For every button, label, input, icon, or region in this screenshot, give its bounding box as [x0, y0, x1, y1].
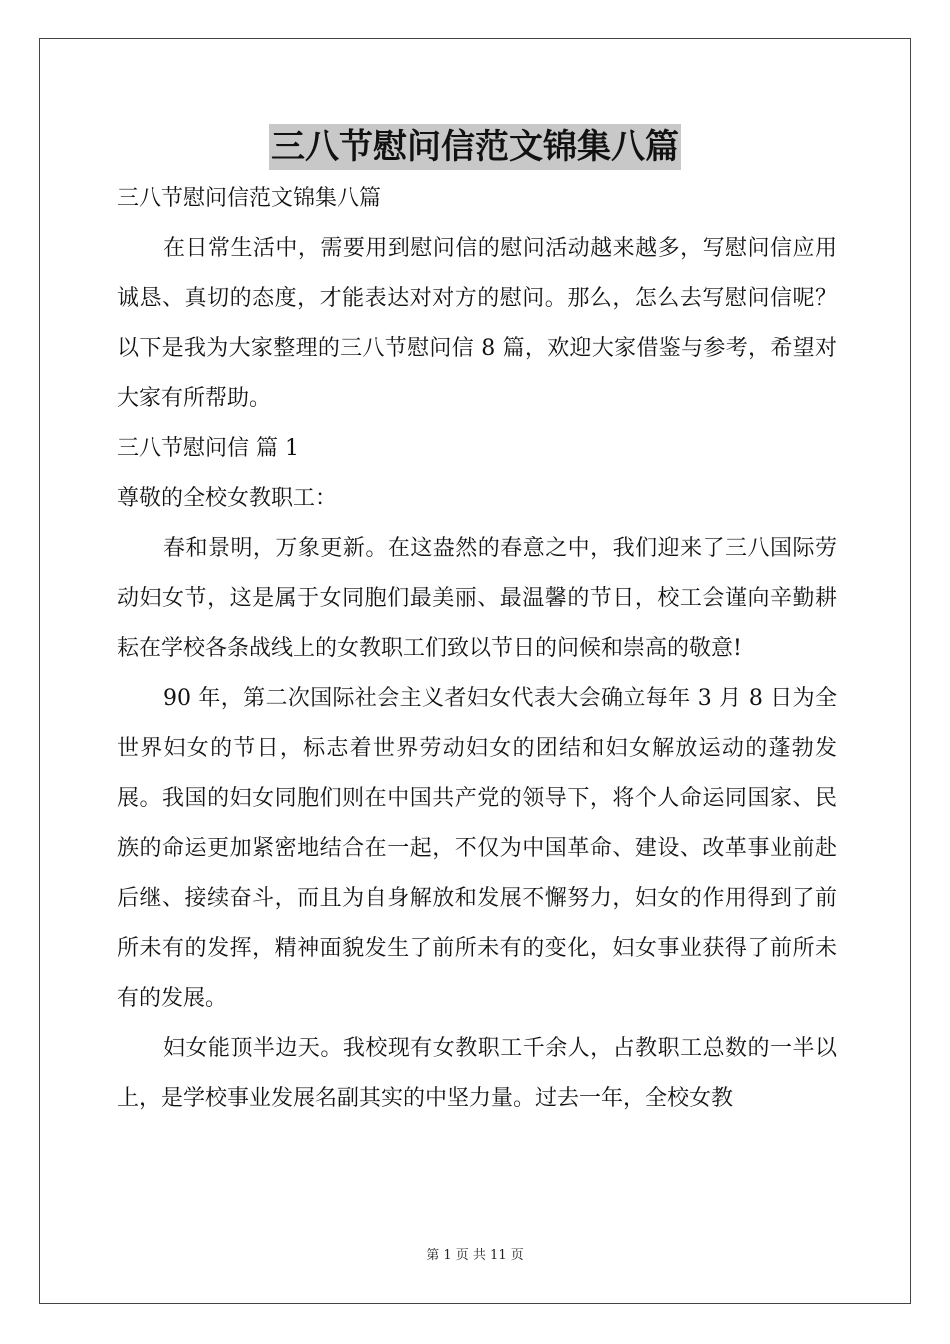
document-body	[117, 174, 837, 1124]
document-title: 三八节慰问信范文锦集八篇	[269, 124, 681, 170]
title-container	[0, 124, 950, 170]
body-paragraph: 春和景明，万象更新。在这盎然的春意之中，我们迎来了三八国际劳动妇女节，这是属于女同胞们最美丽、最温馨的节日，校工会谨向辛勤耕耘在学校各条战线上的女教职工们致以节日的问候和崇高的敬意!	[117, 536, 837, 661]
intro-paragraph: 在日常生活中，需要用到慰问信的慰问活动越来越多，写慰问信应用诚恳、真切的态度，才能表达对对方的慰问。那么，怎么去写慰问信呢？以下是我为大家整理的三八节慰问信 8 篇，欢迎大家借鉴与参考，希望对大家有所帮助。	[117, 236, 837, 411]
document-subtitle: 三八节慰问信范文锦集八篇	[117, 186, 382, 211]
page-footer: 第 1 页 共 11 页	[426, 1248, 524, 1263]
body-paragraph: 90 年，第二次国际社会主义者妇女代表大会确立每年 3 月 8 日为全世界妇女的节日，标志着世界劳动妇女的团结和妇女解放运动的蓬勃发展。我国的妇女同胞们则在中国共产党的领导下，将个人命运同国家、民族的命运更加紧密地结合在一起，不仅为中国革命、建设、改革事业前赴后继、接续奋斗，而且为自身解放和发展不懈努力，妇女的作用得到了前所未有的发挥，精神面貌发生了前所未有的变化，妇女事业获得了前所未有的发展。	[117, 686, 837, 1011]
section-heading: 三八节慰问信 篇 1	[117, 436, 299, 461]
body-paragraph: 妇女能顶半边天。我校现有女教职工千余人，占教职工总数的一半以上，是学校事业发展名副其实的中坚力量。过去一年，全校女教	[117, 1036, 837, 1111]
salutation: 尊敬的全校女教职工：	[117, 486, 338, 511]
